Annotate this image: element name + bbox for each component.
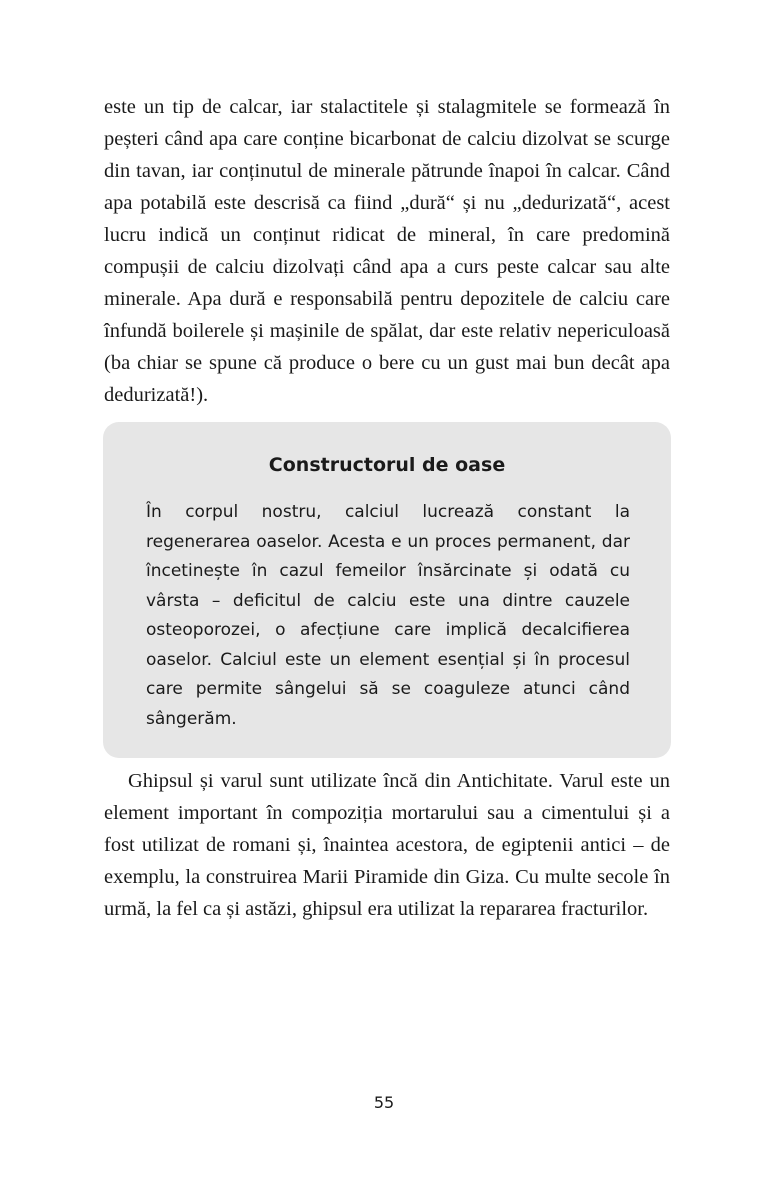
sidebar-box-text: În corpul nostru, calciul lucrează constant la regenerarea oaselor. Acesta e un proces permanent, dar încetinește în cazul femeilor însărcinate și odată cu vârsta – deficitul de calciu este una dintre cauzele osteoporozei, o afecțiune care implică decalcifierea oaselor. Calciul este un element esențial și în procesul care permite sângelui să se coaguleze atunci când sângerăm.	[146, 502, 630, 729]
page-number: 55	[373, 1093, 395, 1112]
body-paragraph-intro: este un tip de calcar, iar stalactitele și stalagmitele se formează în peșteri când apa care conține bicarbonat de calciu dizolvat se scurge din tavan, iar conținutul de minerale pătrunde înapoi în calcar. Când apa potabilă este descrisă ca fiind „dură“ și nu „dedurizată“, acest lucru indică un conținut ridicat de mineral, în care predomină compușii de calciu dizolvați când apa a curs peste calcar sau alte minerale. Apa dură e responsabilă pentru depozitele de calciu care înfundă boilerele și mașinile de spălat, dar este relativ nepericuloasă (ba chiar se spune că produce o bere cu un gust mai bun decât apa dedurizată!).	[104, 96, 670, 406]
body-paragraph-closing: Ghipsul și varul sunt utilizate încă din Antichitate. Varul este un element important în compoziția mortarului sau a cimentului și a fost utilizat de romani și, înaintea acestora, de egiptenii antici – de exemplu, la construirea Marii Piramide din Giza. Cu multe secole în urmă, la fel ca și astăzi, ghipsul era utilizat la repararea fracturilor.	[104, 770, 670, 920]
sidebar-box-title: Constructorul de oase	[268, 454, 506, 476]
sidebar-info-box	[103, 422, 671, 758]
